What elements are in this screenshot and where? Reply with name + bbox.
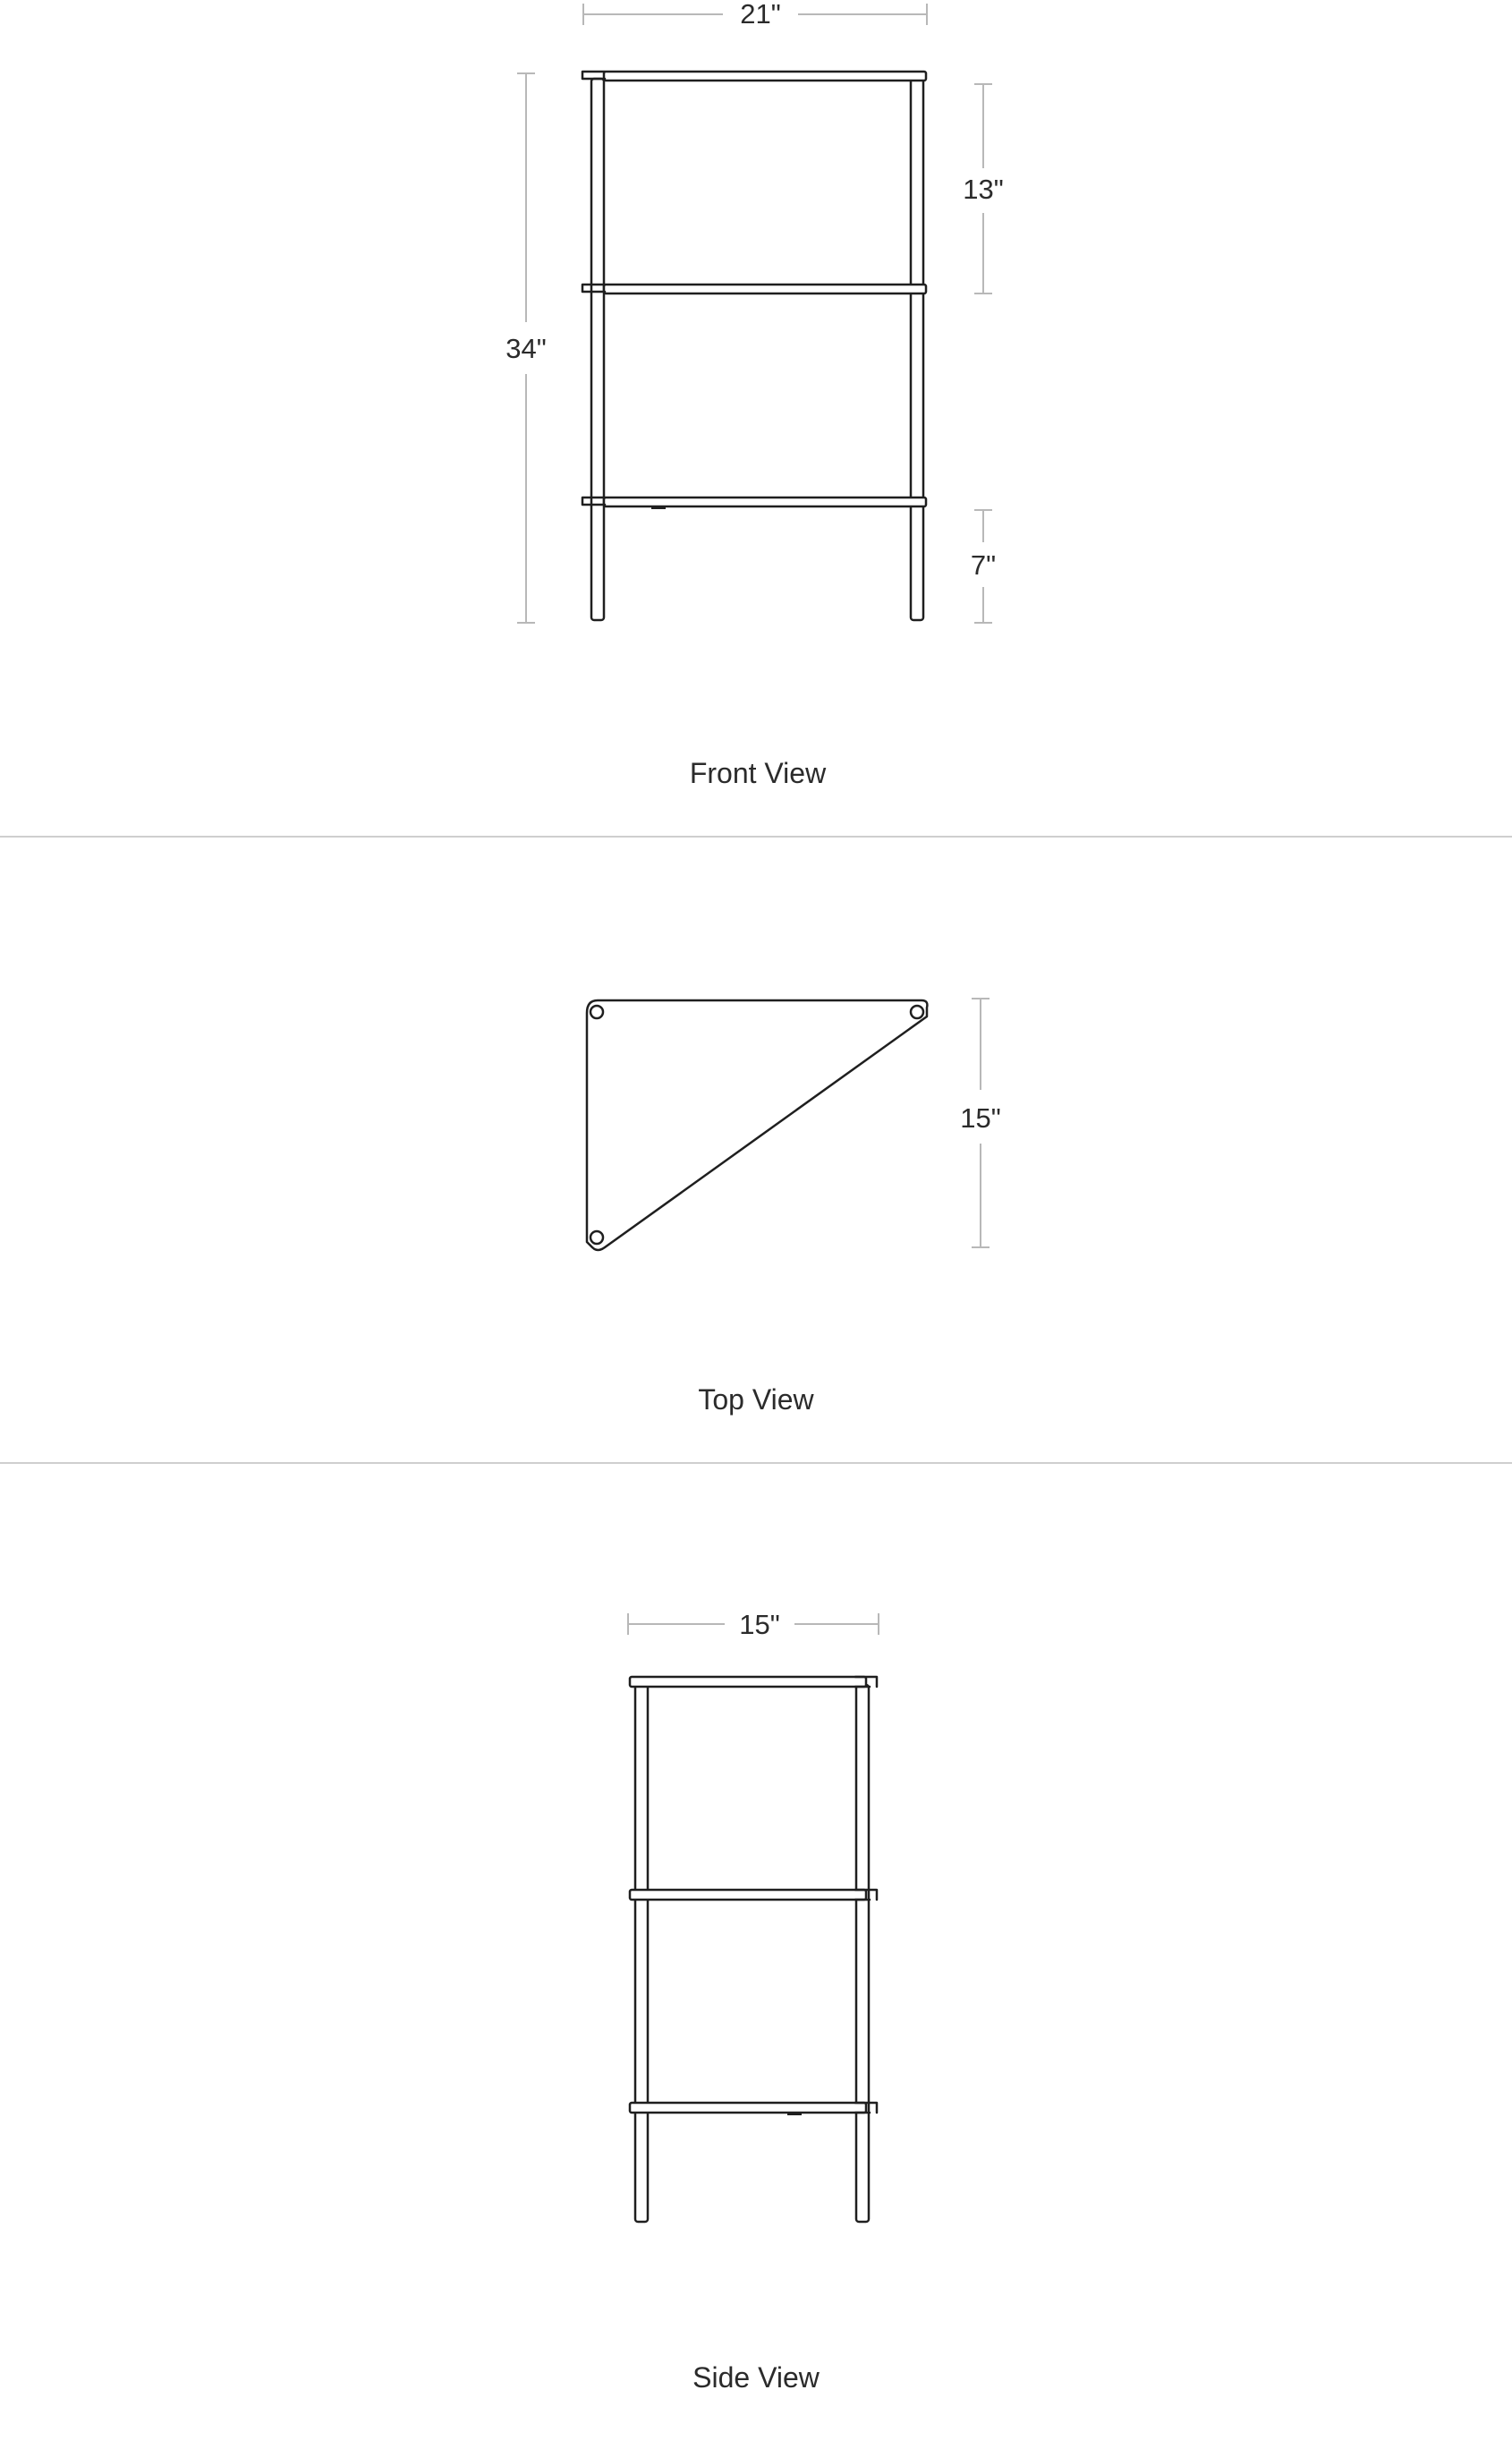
front-left-leg [591, 79, 604, 620]
front-shelf-spacing-label: 13" [963, 174, 1004, 205]
top-shelf-shape [587, 1000, 927, 1250]
top-depth-dimension [960, 999, 1001, 1247]
front-height-dimension [505, 73, 547, 623]
top-view-drawing [0, 836, 1512, 1462]
front-shelf-unit [582, 72, 926, 620]
side-view-label: Side View [692, 2361, 820, 2394]
front-right-leg [911, 79, 923, 620]
side-middle-shelf [630, 1890, 866, 1900]
front-height-label: 34" [505, 333, 547, 364]
top-leg-hole-3 [590, 1231, 603, 1244]
front-top-shelf [604, 72, 926, 81]
front-leg-height-label: 7" [970, 549, 997, 581]
side-top-shelf [630, 1677, 866, 1687]
front-middle-shelf [604, 285, 926, 293]
top-view-section [0, 836, 1512, 1462]
front-width-dimension [583, 0, 927, 30]
front-view-label: Front View [689, 757, 827, 789]
front-view-drawing [0, 0, 1512, 836]
front-top-bracket [582, 72, 605, 79]
side-width-label: 15" [739, 1609, 780, 1640]
side-right-leg [856, 1685, 869, 2222]
front-shelf-spacing-dimension [963, 84, 1004, 293]
front-shelf-tab [651, 506, 666, 509]
side-bottom-shelf [630, 2103, 866, 2113]
top-leg-hole-1 [590, 1006, 603, 1018]
top-depth-label: 15" [960, 1102, 1001, 1134]
top-leg-hole-2 [911, 1006, 923, 1018]
side-shelf-unit [630, 1677, 877, 2222]
top-shelf-outline [587, 1000, 927, 1250]
top-view-label: Top View [698, 1383, 814, 1416]
side-left-leg [635, 1685, 648, 2222]
front-leg-height-dimension [971, 510, 996, 623]
front-bottom-shelf [604, 498, 926, 506]
front-width-label: 21" [740, 0, 781, 30]
side-view-section [0, 1462, 1512, 2441]
front-view-section [0, 0, 1512, 836]
side-width-dimension [628, 1609, 879, 1640]
side-view-drawing [0, 1462, 1512, 2441]
side-shelf-tab [787, 2113, 802, 2115]
